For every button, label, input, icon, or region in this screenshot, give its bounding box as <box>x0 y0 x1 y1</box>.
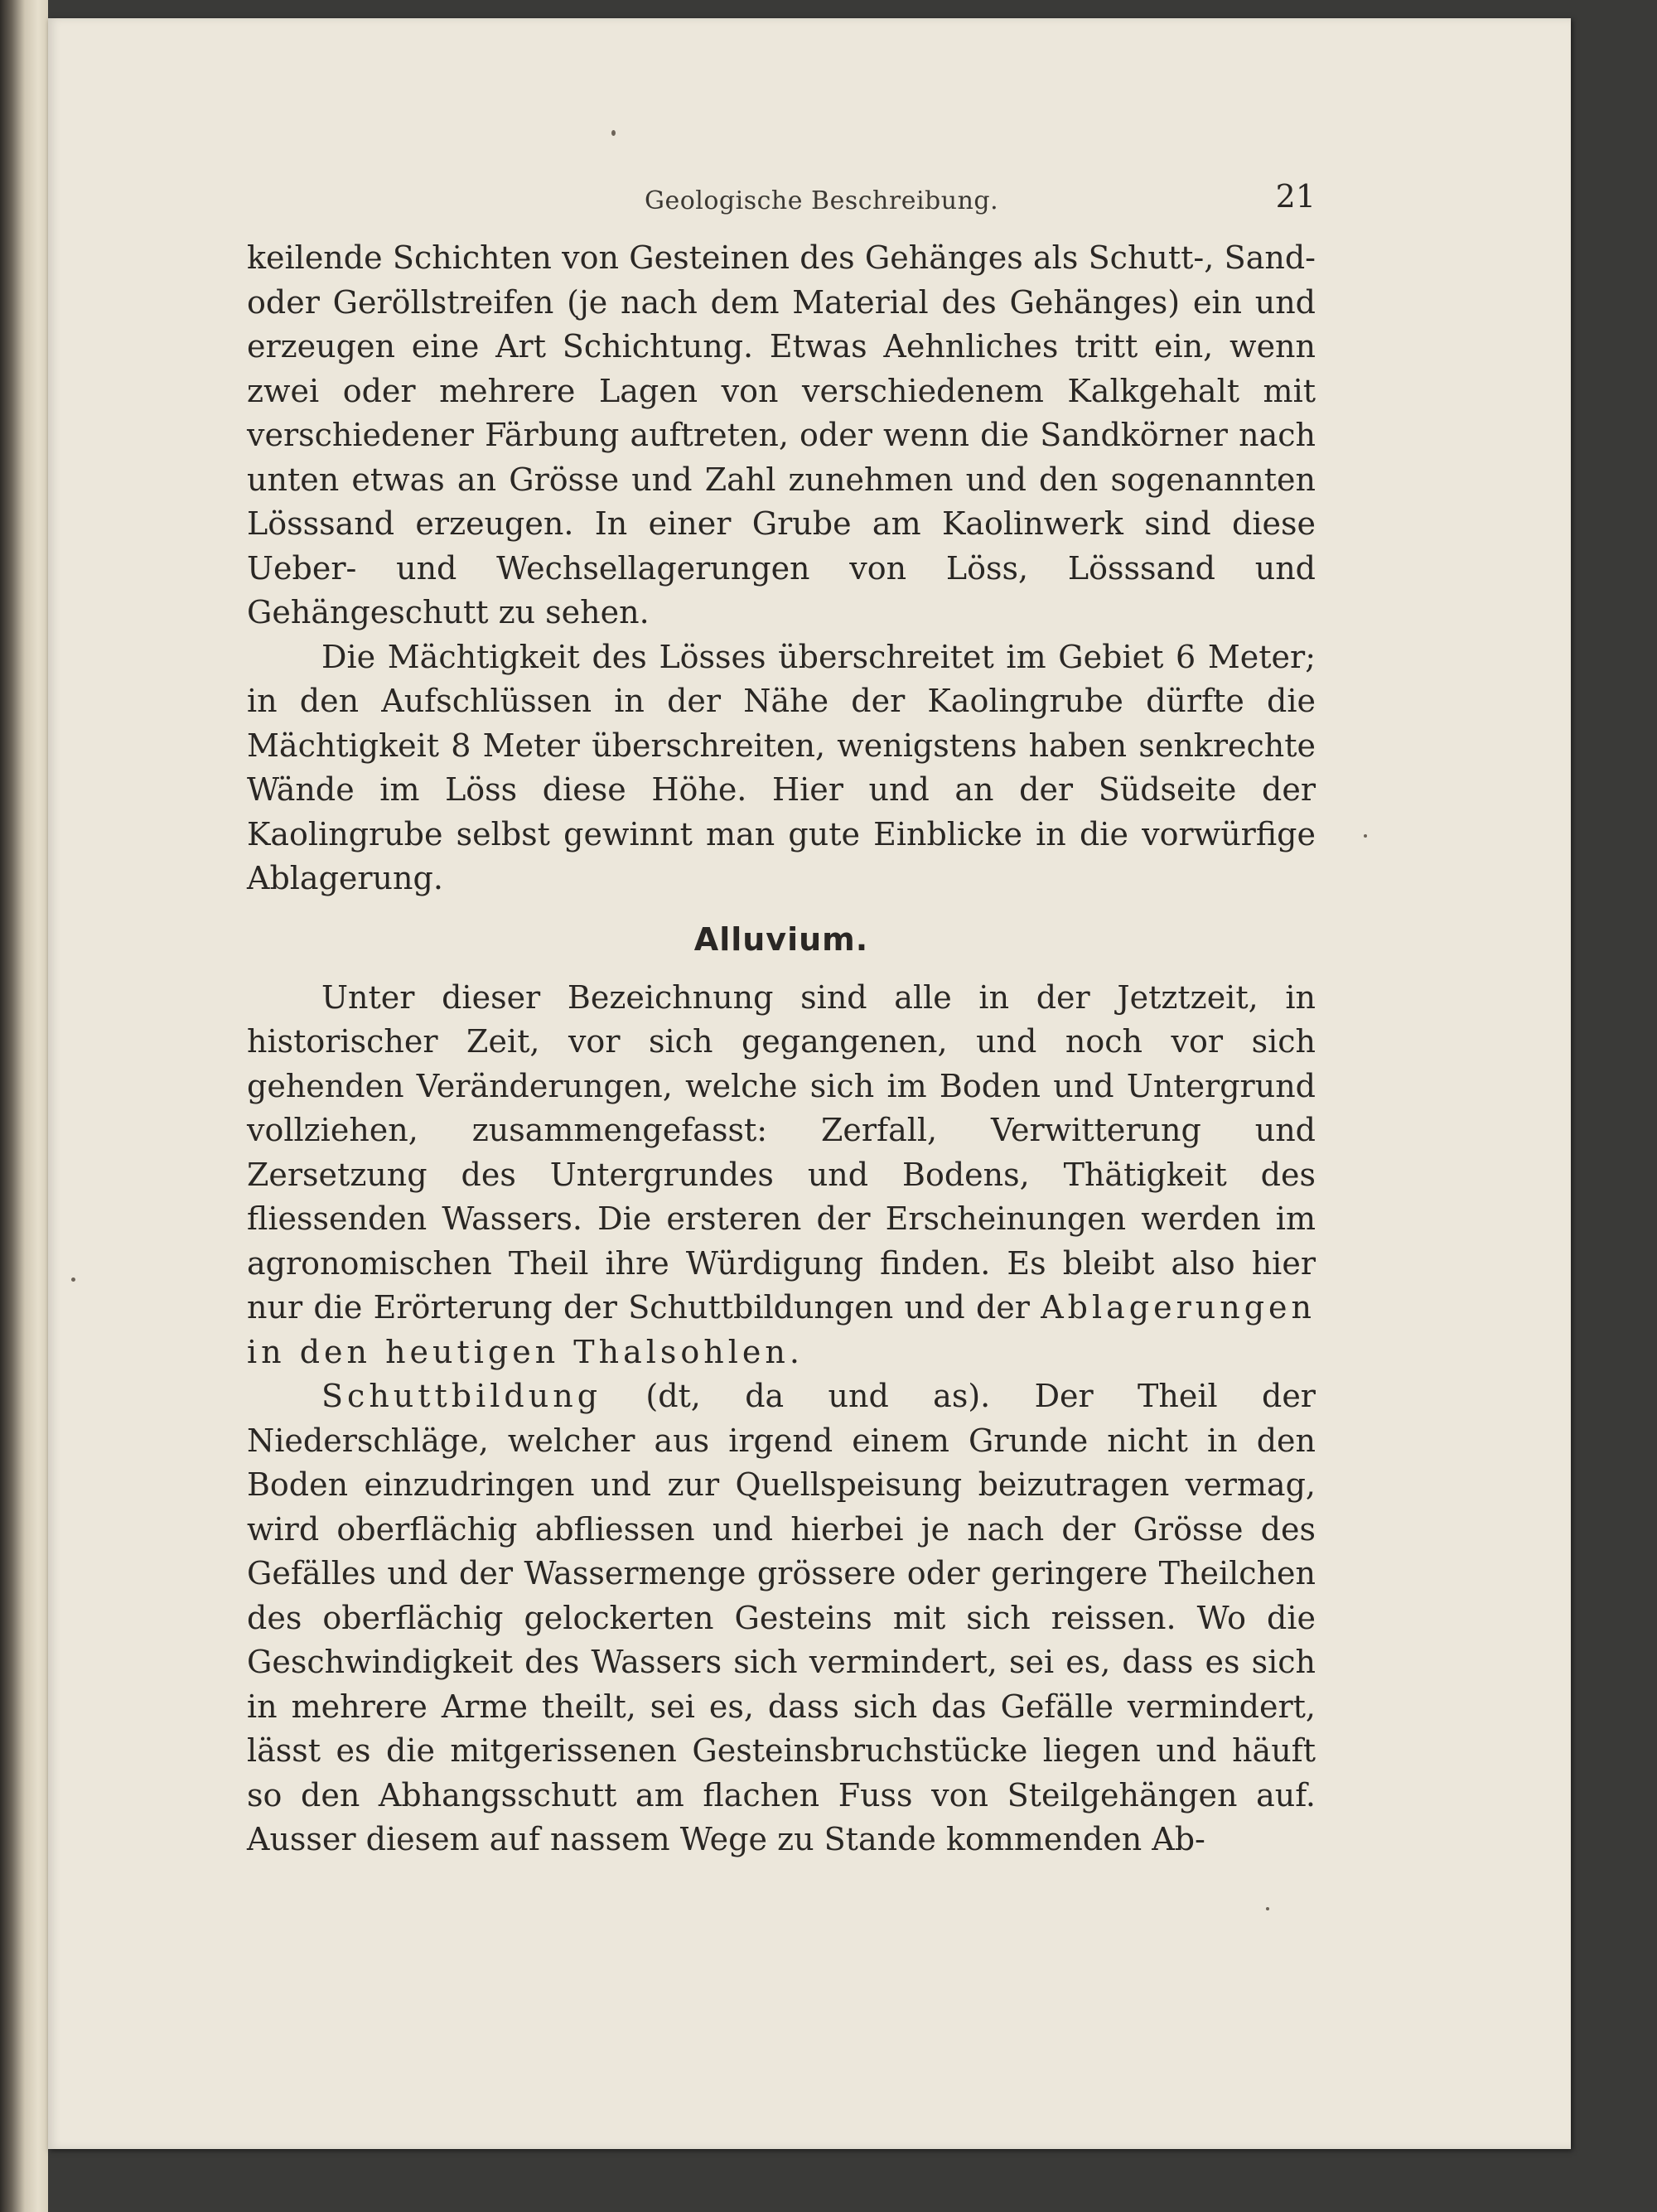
spaced-ablagerungen: Ablagerungen in den heutigen Thalsohlen. <box>247 1289 1316 1370</box>
paragraph-loess-thickness: Die Mächtigkeit des Lösses überschreitet im Gebiet 6 Meter; in den Aufschlüssen in der Nähe der Kaolingrube dürfte die Mächtigkeit 8 Meter überschreiten, wenigstens haben senkrechte Wände im Löss diese Höhe. Hier und an der Südseite der Kaolingrube selbst gewinnt man gute Einblicke in die vorwürfige Ablagerung. <box>247 638 1316 896</box>
alluvium-intro-text: Unter dieser Bezeichnung sind alle in der Jetztzeit, in historischer Zeit, vor sich gegangenen, und noch vor sich gehenden Veränderungen, welche sich im Boden und Untergrund vollziehen, zusammengefasst: Zerfall, Verwitterung und Zersetzung des Untergrundes und Bodens, Thätigkeit des fliessenden Wassers. Die ersteren der Erscheinungen werden im agronomischen Theil ihre Würdigung finden. Es bleibt also hier nur die Erörterung der Schuttbildungen und der <box>247 978 1316 1326</box>
previous-page-edge <box>0 0 48 2212</box>
header-gap <box>247 221 1316 236</box>
paper-speck <box>71 1277 75 1282</box>
book-page <box>48 18 1571 2149</box>
paragraph-schuttbildung <box>247 1374 1316 1862</box>
paragraph-alluvium-intro <box>247 976 1316 1375</box>
running-title: Geologische Beschreibung. <box>645 186 999 215</box>
page-content <box>247 163 1316 1862</box>
paper-speck <box>1364 834 1367 838</box>
page-header <box>247 163 1316 221</box>
paper-speck <box>1266 1907 1269 1910</box>
schuttbildung-abbreviations: (dt, da und as). <box>645 1378 991 1414</box>
paper-speck <box>611 130 616 136</box>
schuttbildung-text: Der Theil der Niederschläge, welcher aus irgend einem Grunde nicht in den Boden einzudringen und zur Quellspeisung beizutragen vermag, wird oberflächig abfliessen und hierbei je nach der Grösse des Gefälles und der Wassermenge grössere oder geringere Theilchen des oberflächig gelockerten Gesteins mit sich reissen. Wo die Geschwindigkeit des Wassers sich vermindert, sei es, dass es sich in mehrere Arme theilt, sei es, dass sich das Gefälle vermindert, lässt es die mitgerissenen Gesteinsbruchstücke liegen und häuft so den Abhangsschutt am flachen Fuss von Steilgehängen auf. Ausser diesem auf nassem Wege zu Stande kommenden Ab- <box>247 1378 1316 1857</box>
paragraph-loess-layering: keilende Schichten von Gesteinen des Gehänges als Schutt-, Sand- oder Geröllstreifen (je nach dem Material des Gehänges) ein und erzeugen eine Art Schichtung. Etwas Aehnliches tritt ein, wenn zwei oder mehrere Lagen von verschiedenem Kalkgehalt mit verschiedener Färbung auftreten, oder wenn die Sandkörner nach unten etwas an Grösse und Zahl zunehmen und den sogenannten Lösssand erzeugen. In einer Grube am Kaolinwerk sind diese Ueber- und Wechsellagerungen von Löss, Lösssand und Gehängeschutt zu sehen. <box>247 239 1316 630</box>
section-heading-alluvium: Alluvium. <box>693 920 869 958</box>
page-number: 21 <box>1275 178 1316 215</box>
spaced-schuttbildung: Schuttbildung <box>321 1378 602 1414</box>
